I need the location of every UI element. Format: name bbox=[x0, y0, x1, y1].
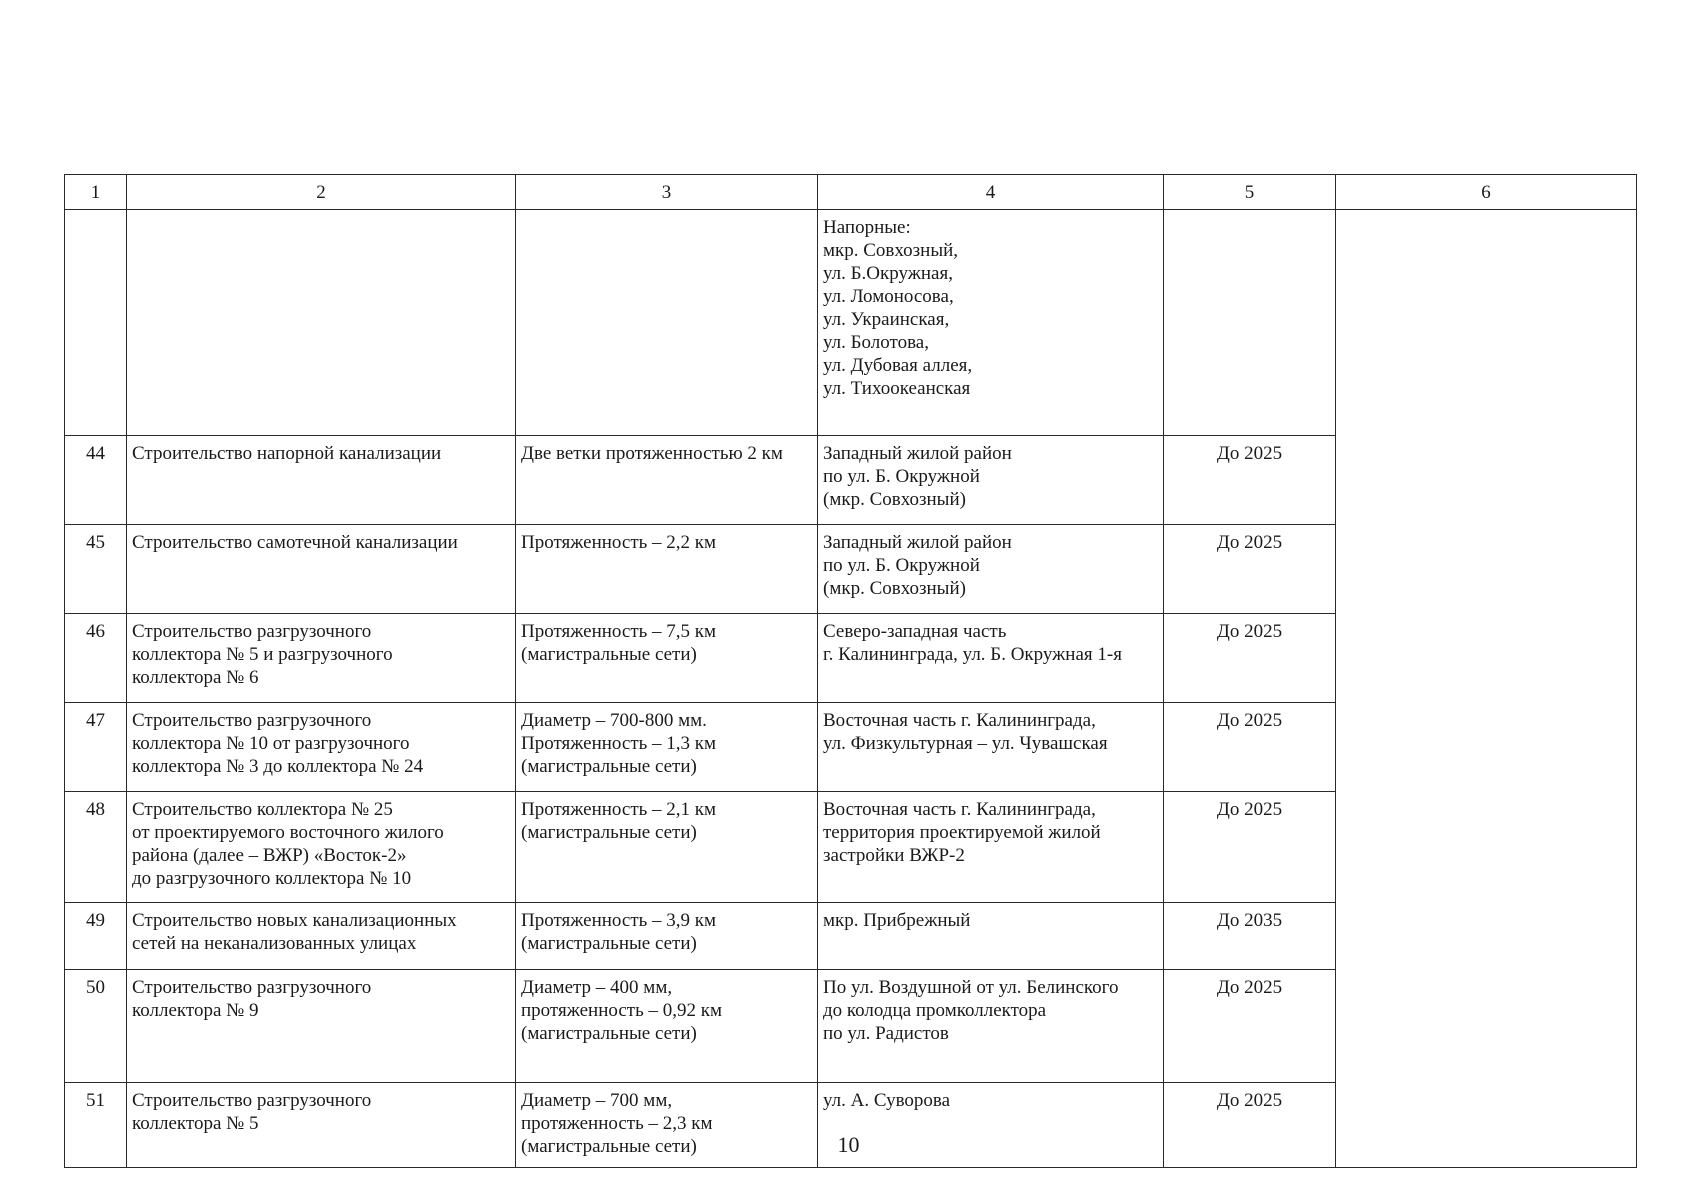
location-cell: По ул. Воздушной от ул. Белинского до колодца промколлектора по ул. Радистов bbox=[818, 970, 1164, 1083]
column-header-6: 6 bbox=[1336, 175, 1637, 210]
term-cell: До 2035 bbox=[1164, 903, 1336, 970]
parameters-cell: Диаметр – 700-800 мм. Протяженность – 1,3 км (магистральные сети) bbox=[516, 703, 818, 792]
term-cell: До 2025 bbox=[1164, 703, 1336, 792]
row-number-cell: 49 bbox=[65, 903, 127, 970]
term-cell bbox=[1164, 210, 1336, 436]
work-name-cell: Строительство самотечной канализации bbox=[127, 525, 516, 614]
work-name-cell: Строительство напорной канализации bbox=[127, 436, 516, 525]
term-cell: До 2025 bbox=[1164, 436, 1336, 525]
works-table bbox=[64, 174, 1637, 1168]
work-name-cell: Строительство разгрузочного коллектора № 5 и разгрузочного коллектора № 6 bbox=[127, 614, 516, 703]
continued-row bbox=[65, 210, 1637, 436]
work-name-cell: Строительство разгрузочного коллектора № 10 от разгрузочного коллектора № 3 до коллектора № 24 bbox=[127, 703, 516, 792]
location-cell: Западный жилой район по ул. Б. Окружной (мкр. Совхозный) bbox=[818, 436, 1164, 525]
work-name-cell: Строительство новых канализационных сетей на неканализованных улицах bbox=[127, 903, 516, 970]
location-cell: Восточная часть г. Калининграда, ул. Физкультурная – ул. Чувашская bbox=[818, 703, 1164, 792]
location-cell: Восточная часть г. Калининграда, территория проектируемой жилой застройки ВЖР-2 bbox=[818, 792, 1164, 903]
term-cell: До 2025 bbox=[1164, 614, 1336, 703]
location-cell: Северо-западная часть г. Калининграда, ул. Б. Окружная 1-я bbox=[818, 614, 1164, 703]
location-cell: ул. А. Суворова bbox=[818, 1083, 1164, 1168]
row-number-cell: 48 bbox=[65, 792, 127, 903]
parameters-cell: Протяженность – 2,2 км bbox=[516, 525, 818, 614]
note-cell bbox=[1336, 210, 1637, 1168]
work-name-cell: Строительство разгрузочного коллектора № 5 bbox=[127, 1083, 516, 1168]
parameters-cell: Протяженность – 2,1 км (магистральные сети) bbox=[516, 792, 818, 903]
parameters-cell: Протяженность – 3,9 км (магистральные сети) bbox=[516, 903, 818, 970]
term-cell: До 2025 bbox=[1164, 525, 1336, 614]
page-number: 10 bbox=[837, 1132, 860, 1157]
row-number-cell: 50 bbox=[65, 970, 127, 1083]
row-number-cell: 47 bbox=[65, 703, 127, 792]
column-header-3: 3 bbox=[516, 175, 818, 210]
parameters-cell: Диаметр – 400 мм, протяженность – 0,92 км (магистральные сети) bbox=[516, 970, 818, 1083]
parameters-cell bbox=[516, 210, 818, 436]
row-number-cell: 45 bbox=[65, 525, 127, 614]
work-name-cell bbox=[127, 210, 516, 436]
parameters-cell: Протяженность – 7,5 км (магистральные сети) bbox=[516, 614, 818, 703]
parameters-cell: Две ветки протяженностью 2 км bbox=[516, 436, 818, 525]
location-cell: Западный жилой район по ул. Б. Окружной (мкр. Совхозный) bbox=[818, 525, 1164, 614]
row-number-cell: 44 bbox=[65, 436, 127, 525]
column-header-5: 5 bbox=[1164, 175, 1336, 210]
term-cell: До 2025 bbox=[1164, 970, 1336, 1083]
row-number-cell: 46 bbox=[65, 614, 127, 703]
column-header-4: 4 bbox=[818, 175, 1164, 210]
parameters-cell: Диаметр – 700 мм, протяженность – 2,3 км (магистральные сети) bbox=[516, 1083, 818, 1168]
row-number-cell: 51 bbox=[65, 1083, 127, 1168]
row-number-cell bbox=[65, 210, 127, 436]
term-cell: До 2025 bbox=[1164, 1083, 1336, 1168]
term-cell: До 2025 bbox=[1164, 792, 1336, 903]
column-header-1: 1 bbox=[65, 175, 127, 210]
column-header-2: 2 bbox=[127, 175, 516, 210]
location-cell: мкр. Прибрежный bbox=[818, 903, 1164, 970]
header-row bbox=[65, 175, 1637, 210]
table-body bbox=[65, 175, 1637, 1168]
work-name-cell: Строительство коллектора № 25 от проектируемого восточного жилого района (далее – ВЖР) «Восток-2» до разгрузочного коллектора № 10 bbox=[127, 792, 516, 903]
work-name-cell: Строительство разгрузочного коллектора № 9 bbox=[127, 970, 516, 1083]
location-cell: Напорные: мкр. Совхозный, ул. Б.Окружная, ул. Ломоносова, ул. Украинская, ул. Болотова, ул. Дубовая аллея, ул. Тихоокеанская bbox=[818, 210, 1164, 436]
